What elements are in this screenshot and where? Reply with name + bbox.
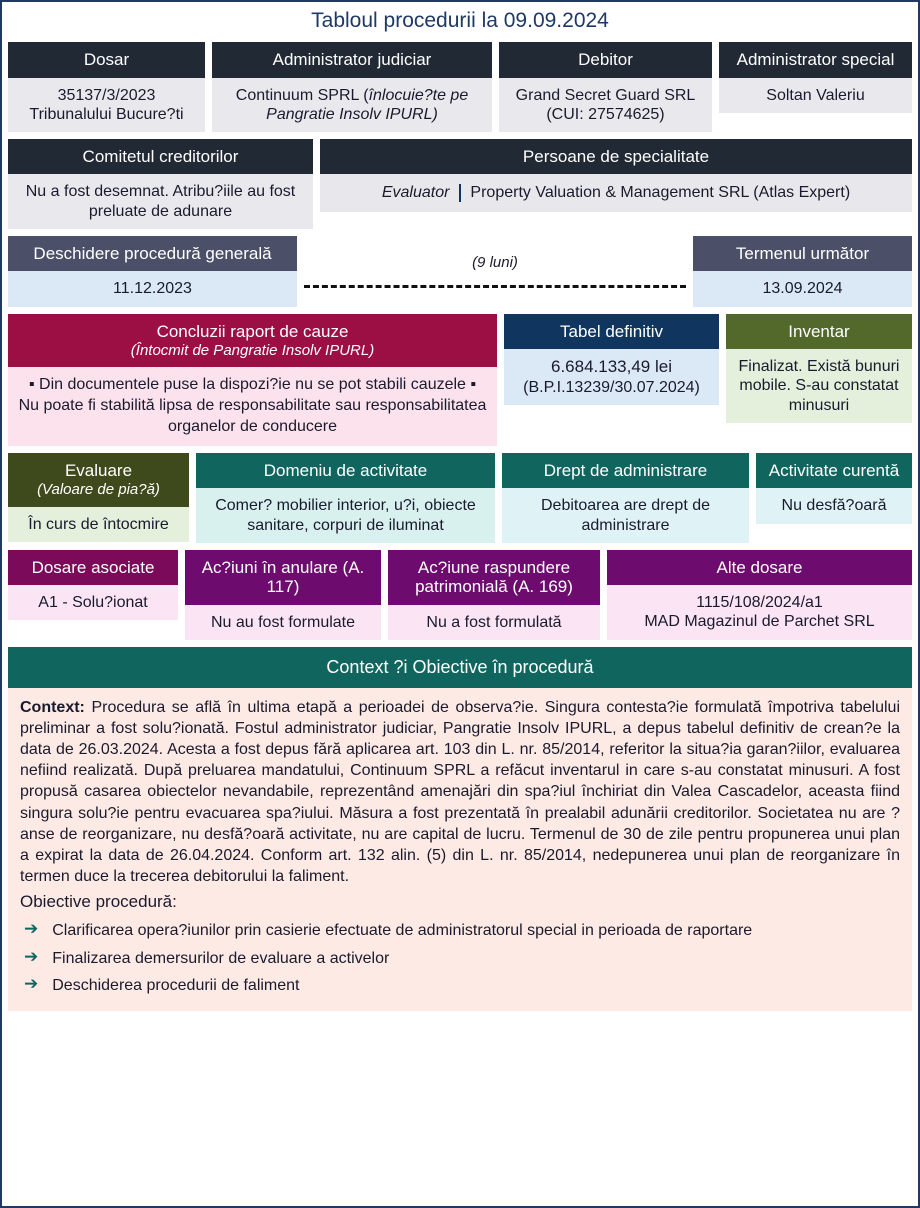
- card-raspundere-header: Ac?iune raspundere patrimonială (A. 169): [388, 550, 600, 605]
- card-evaluare-subtitle: (Valoare de pia?ă): [37, 481, 160, 499]
- card-tabel-definitiv: [504, 314, 719, 405]
- admin-j-name: Continuum SPRL (: [235, 86, 369, 104]
- arrow-icon: ➔: [24, 973, 39, 993]
- card-domeniu-value: Comer? mobilier interior, u?i, obiecte sanitare, corpuri de iluminat: [196, 488, 495, 542]
- card-administrator-judiciar-value: [212, 78, 492, 132]
- context-paragraph: [20, 697, 900, 887]
- card-debitor-value: Grand Secret Guard SRL (CUI: 27574625): [499, 78, 712, 132]
- card-activitate-curenta: [756, 453, 912, 524]
- admin-j-note: înlocuie?te pe Pangratie Insolv IPURL): [266, 86, 469, 123]
- card-inventar-header: Inventar: [726, 314, 912, 350]
- card-raspundere-value: Nu a fost formulată: [388, 605, 600, 640]
- objectives-title: Obiective procedură:: [20, 891, 177, 911]
- card-activitate-value: Nu desfă?oară: [756, 488, 912, 523]
- timeline-duration: [304, 236, 686, 307]
- card-comitet-header: Comitetul creditorilor: [8, 139, 313, 175]
- list-item: [20, 917, 900, 944]
- context-body: [8, 688, 912, 1011]
- context-label: Context:: [20, 698, 85, 716]
- card-cauze-header: [8, 314, 497, 368]
- card-specialisti-value: [320, 174, 912, 212]
- card-actiuni-anulare-header: Ac?iuni în anulare (A. 117): [185, 550, 381, 605]
- card-administrator-judiciar: [212, 42, 492, 132]
- card-termen-header: Termenul următor: [693, 236, 912, 272]
- row-committee-specialists: [2, 139, 918, 229]
- card-administrator-special-value: Soltan Valeriu: [719, 78, 912, 113]
- row-case-parties: [2, 42, 918, 132]
- card-specialisti-header: Persoane de specialitate: [320, 139, 912, 175]
- tabel-amount: 6.684.133,49 lei: [550, 357, 672, 377]
- objective-text: Deschiderea procedurii de faliment: [52, 976, 300, 994]
- card-administrator-judiciar-header: Administrator judiciar: [212, 42, 492, 78]
- card-evaluare-header: [8, 453, 189, 507]
- card-actiuni-anulare-value: Nu au fost formulate: [185, 605, 381, 640]
- objectives-list: [20, 917, 900, 998]
- card-cauze-title: Concluzii raport de cauze: [156, 321, 349, 341]
- card-drept-administrare: [502, 453, 749, 543]
- card-dosare-asociate: [8, 550, 178, 621]
- card-drept-header: Drept de administrare: [502, 453, 749, 489]
- card-alte-dosare-value: 1115/108/2024/a1 MAD Magazinul de Parchet SRL: [607, 585, 912, 639]
- card-debitor: [499, 42, 712, 132]
- card-termen-value: 13.09.2024: [693, 271, 912, 306]
- card-alte-dosare: [607, 550, 912, 640]
- card-deschidere-procedura: [8, 236, 297, 307]
- card-debitor-header: Debitor: [499, 42, 712, 78]
- card-administrator-special: [719, 42, 912, 113]
- card-comitet-value: Nu a fost desemnat. Atribu?iile au fost preluate de adunare: [8, 174, 313, 228]
- arrow-icon: ➔: [24, 919, 39, 939]
- list-item: [20, 972, 900, 999]
- card-dosar-header: Dosar: [8, 42, 205, 78]
- card-actiuni-anulare: [185, 550, 381, 640]
- card-raspundere-patrimoniala: [388, 550, 600, 640]
- specialist-role-label: Evaluator: [382, 184, 462, 202]
- card-administrator-special-header: Administrator special: [719, 42, 912, 78]
- card-comitetul-creditorilor: [8, 139, 313, 229]
- card-evaluare-value: În curs de întocmire: [8, 507, 189, 542]
- objective-text: Finalizarea demersurilor de evaluare a activelor: [52, 949, 390, 967]
- card-dosare-asociate-value: A1 - Solu?ionat: [8, 585, 178, 620]
- card-activitate-header: Activitate curentă: [756, 453, 912, 489]
- context-header: Context ?i Obiective în procedură: [8, 647, 912, 688]
- card-domeniu-activitate: [196, 453, 495, 543]
- context-text: Procedura se află în ultima etapă a perioadei de observa?ie. Singura contesta?ie formulată împotriva tabelului preliminar a fost solu?ionată. Fostul administrator judiciar, Pangratie Insolv IPURL, a depus tabelul definitiv de crean?e la data de 26.03.2024. Acesta a fost depus fără aplicarea art. 103 din L. nr. 85/2014, referitor la situa?ia garan?iilor, evaluarea nefiind realizată. După preluarea mandatului, Continuum SPRL a refăcut inventarul in care s-au constatat minusuri. A fost propusă casarea obiectelor nevandabile, reprezentând amenajări din spa?iul închiriat din Valea Cascadelor, aceasta fiind singura solu?ie pentru evacuarea spa?iului. Măsura a fost prezentată în prealabil adunării creditorilor. Societatea nu are ?anse de reorganizare, nu desfă?oară activitate, nu are capital de lucru. Termenul de 30 de zile pentru propunerea unui plan a expirat la data de 26.04.2024. Conform art. 132 alin. (5) din L. nr. 85/2014, nedepunerea unui plan de reorganizare în termen duce la trecerea debitorului la faliment.: [20, 698, 900, 885]
- card-deschidere-header: Deschidere procedură generală: [8, 236, 297, 272]
- arrow-icon: ➔: [24, 946, 39, 966]
- card-evaluare-title: Evaluare: [64, 460, 133, 480]
- page-title: Tabloul procedurii la 09.09.2024: [311, 9, 609, 32]
- timeline-dashed-line: [304, 285, 686, 288]
- card-drept-value: Debitoarea are drept de administrare: [502, 488, 749, 542]
- card-dosar: [8, 42, 205, 132]
- card-inventar-value: Finalizat. Există bunuri mobile. S-au constatat minusuri: [726, 349, 912, 423]
- specialist-name: Property Valuation & Management SRL (Atlas Expert): [470, 184, 851, 202]
- card-alte-dosare-header: Alte dosare: [607, 550, 912, 586]
- row-related-cases: [2, 550, 918, 640]
- card-deschidere-value: 11.12.2023: [8, 271, 297, 306]
- timeline-duration-label: (9 luni): [472, 254, 518, 272]
- card-concluzii-raport-cauze: [8, 314, 497, 446]
- card-tabel-header: Tabel definitiv: [504, 314, 719, 350]
- row-evaluation-activity: [2, 453, 918, 543]
- card-dosare-asociate-header: Dosare asociate: [8, 550, 178, 586]
- card-inventar: [726, 314, 912, 423]
- objective-text: Clarificarea opera?iunilor prin casierie efectuate de administratorul special in perioada de raportare: [52, 922, 753, 940]
- row-timeline: [2, 236, 918, 307]
- card-persoane-specialitate: [320, 139, 912, 213]
- tabel-reference: (B.P.I.13239/30.07.2024): [523, 378, 700, 396]
- card-termen-urmator: [693, 236, 912, 307]
- card-domeniu-header: Domeniu de activitate: [196, 453, 495, 489]
- list-item: [20, 945, 900, 972]
- card-tabel-value: [504, 349, 719, 405]
- card-cauze-value: ▪ Din documentele puse la dispozi?ie nu se pot stabili cauzele ▪ Nu poate fi stabilită lipsa de responsabilitate sau responsabilitatea organelor de conducere: [8, 367, 497, 445]
- row-causes-table-inventory: [2, 314, 918, 446]
- card-evaluare: [8, 453, 189, 542]
- card-dosar-value: 35137/3/2023 Tribunalului Bucure?ti: [8, 78, 205, 132]
- card-cauze-subtitle: (Întocmit de Pangratie Insolv IPURL): [130, 342, 375, 360]
